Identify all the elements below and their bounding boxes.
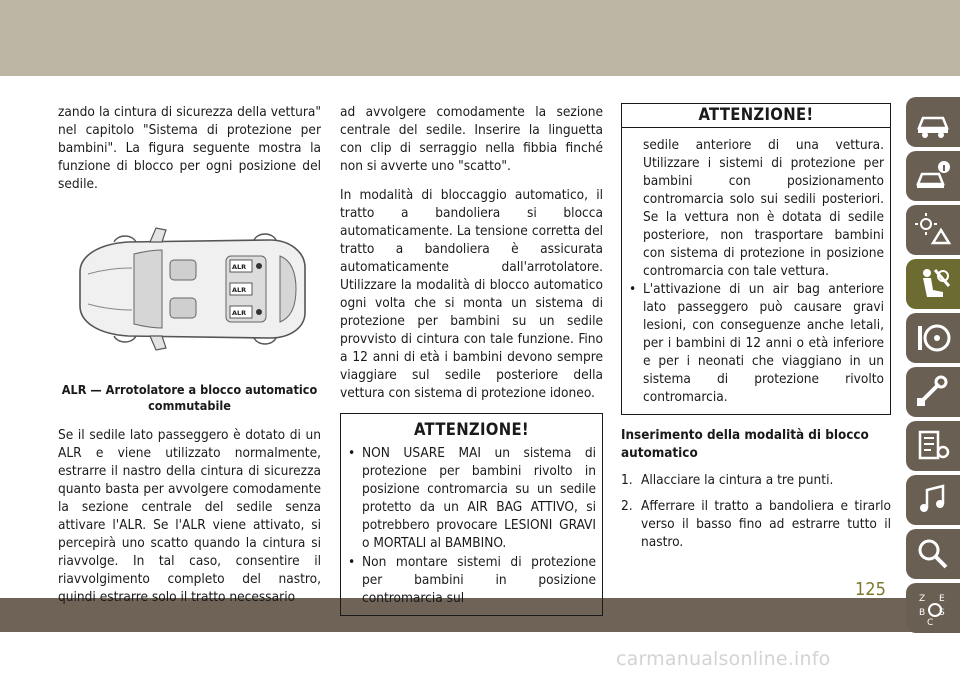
svg-text:B: B	[919, 608, 926, 618]
seat-airbag-icon	[913, 264, 953, 304]
tab-driving[interactable]	[906, 313, 960, 363]
tab-car-dashboard[interactable]	[906, 97, 960, 147]
step-item	[621, 497, 891, 551]
service-wrench-icon	[913, 372, 953, 412]
index-icon	[913, 588, 953, 628]
svg-text:E: E	[939, 594, 945, 604]
paragraph: zando la cintura di sicurezza della vettura" nel capitolo "Sistema di protezione per bambini". La figura seguente mostra la funzione di blocco per ogni posizione del sedile.	[58, 104, 321, 192]
warning-list	[347, 444, 596, 607]
warning-box	[340, 413, 603, 616]
step-item	[621, 471, 891, 489]
bullet-text: Non montare sistemi di protezione per bambini in posizione contromarcia sul	[362, 554, 596, 606]
warning-bullet: • Non montare sistemi di protezione per bambini in posizione contromarcia sul	[348, 554, 596, 606]
warning-bullet: • NON USARE MAI un sistema di protezione per bambini rivolto in posizione contromarcia su un sedile protetto da un AIR BAG ATTIVO, si potrebbero provocare LESIONI GRAVI o MORTALI al BAMBINO.	[348, 445, 596, 551]
paragraph: ad avvolgere comodamente la sezione centrale del sedile. Inserire la linguetta con clip di serraggio nella fibbia finché non si avverte uno "scatto".	[340, 104, 603, 174]
step-text: Allacciare la cintura a tre punti.	[641, 472, 834, 488]
warning-title: ATTENZIONE!	[622, 104, 890, 128]
tab-emergency[interactable]	[906, 367, 960, 417]
car-top-view-illustration	[58, 204, 321, 380]
alr-label-left: ALR	[232, 263, 247, 271]
chapter-tabs	[902, 97, 960, 637]
car-dashboard-icon	[913, 102, 953, 142]
step-number: 1.	[621, 472, 633, 488]
svg-text:C: C	[927, 618, 934, 628]
warning-title: ATTENZIONE!	[414, 420, 529, 439]
vehicle-seat-diagram	[58, 204, 321, 380]
watermark: carmanualsonline.info	[616, 648, 831, 670]
paragraph: Se il sedile lato passeggero è dotato di un ALR e viene utilizzato normalmente, estrarre il nastro della cintura di sicurezza quanto basta per avvolgere comodamente la sezione centrale del sedile senza attivare l'ALR. Se l'ALR viene attivato, si percepirà uno scatto quando la cintura si riavvolge. In tal caso, consentire il riavvolgimento completo del nastro, quindi estrarre solo il tratto necessario	[58, 427, 321, 605]
svg-text:S: S	[939, 608, 945, 618]
alr-label-center: ALR	[232, 286, 247, 294]
tab-car-info[interactable]	[906, 151, 960, 201]
alr-label-right: ALR	[232, 309, 247, 317]
column-1	[58, 103, 321, 617]
search-icon	[913, 534, 953, 574]
section-subheading: Inserimento della modalità di blocco automatico	[621, 428, 869, 461]
column-3	[621, 103, 891, 559]
paragraph: In modalità di bloccaggio automatico, il tratto a bandoliera si blocca automaticamente. La tensione corretta del tratto a bandoliera è assicurata automaticamente dall'arrotolatore. Utilizzare la modalità di blocco automatico ogni volta che si monta un sistema di protezione per bambini su un sedile provvisto di cintura con tale funzione. Fino a 12 anni di età i bambini devono sempre viaggiare sul sedile posteriore della vettura con sistema di protezione idoneo.	[340, 187, 603, 401]
specifications-icon	[913, 426, 953, 466]
step-text: Afferrare il tratto a bandoliera e tirarlo verso il basso fino ad estrarre tutto il nastro.	[641, 498, 891, 550]
warning-list	[628, 280, 884, 406]
column-2	[340, 103, 603, 616]
bullet-text: NON USARE MAI un sistema di protezione per bambini rivolto in posizione contromarcia su un sedile protetto da un AIR BAG ATTIVO, si potrebbero provocare LESIONI GRAVI o MORTALI al BAMBINO.	[362, 445, 596, 551]
header-band	[0, 0, 960, 76]
warning-bullet: • L'attivazione di un air bag anteriore lato passeggero può causare gravi lesioni, con conseguenze anche letali, per i bambini di 12 anni o età inferiore e per i neonati che viaggiano in un sistema di protezione rivolto contromarcia.	[629, 281, 884, 405]
car-info-icon	[913, 156, 953, 196]
figure-caption: ALR — Arrotolatore a blocco automatico commutabile	[61, 382, 318, 413]
step-number: 2.	[621, 498, 633, 514]
tab-multimedia[interactable]	[906, 529, 960, 579]
tab-specifications[interactable]	[906, 475, 960, 525]
tab-index[interactable]	[906, 583, 960, 633]
warning-lights-icon	[913, 210, 953, 250]
tab-warning-lights[interactable]	[906, 205, 960, 255]
svg-text:Z: Z	[919, 594, 926, 604]
tab-servicing[interactable]	[906, 421, 960, 471]
bullet-text: L'attivazione di un air bag anteriore lato passeggero può causare gravi lesioni, con conseguenze anche letali, per i bambini di 12 anni o età inferiore e per i neonati che viaggiano in un sistema di protezione rivolto contromarcia.	[643, 281, 884, 405]
tab-safety[interactable]	[906, 259, 960, 309]
page-number: 125	[855, 579, 886, 600]
warning-continued-text: sedile anteriore di una vettura. Utilizzare i sistemi di protezione per bambini con posizionamento contromarcia solo sui sedili posteriori. Se la vettura non è dotata di sedile posteriore, non trasportare bambini con sistema di protezione in posizione contromarcia con tale vettura.	[643, 137, 884, 279]
steering-wheel-icon	[913, 318, 953, 358]
steps-list	[621, 471, 891, 551]
multimedia-icon	[913, 480, 953, 520]
warning-box-continued	[621, 103, 891, 415]
